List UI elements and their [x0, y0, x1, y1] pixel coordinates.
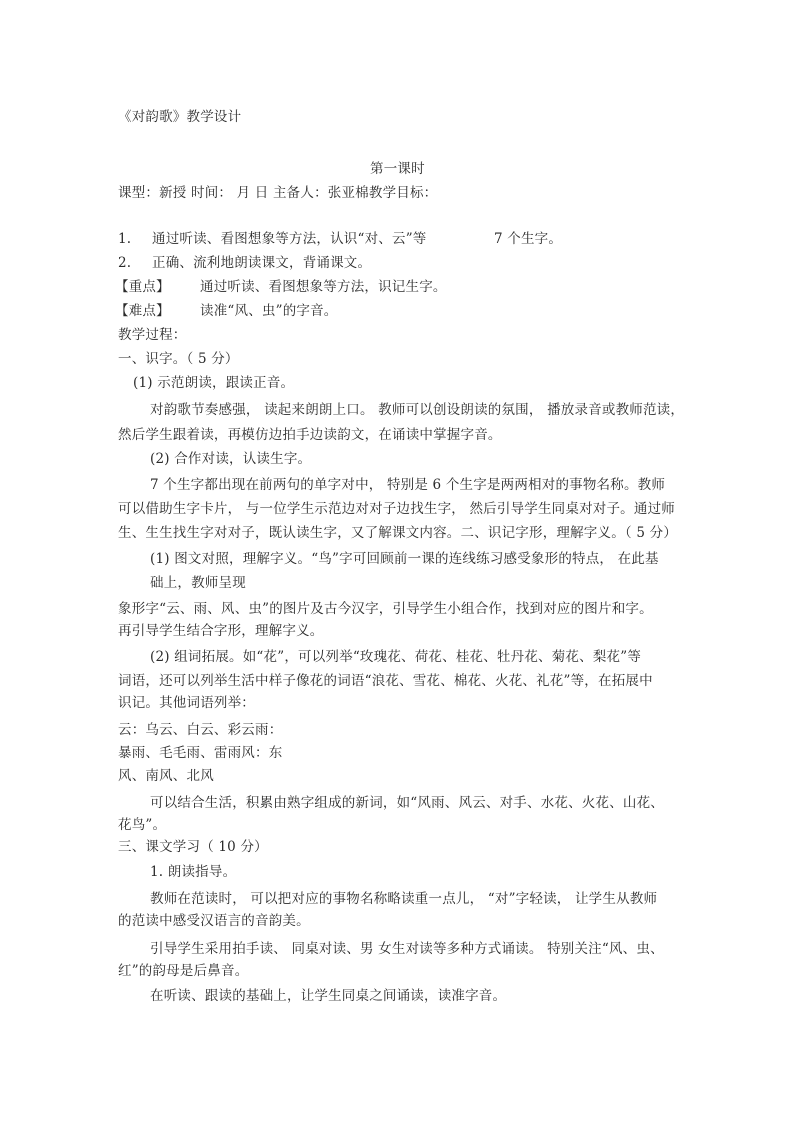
section-1-item-1: (1) 示范朗读，跟读正音。 [133, 375, 295, 391]
section-1-paragraph-1-line-2: 然后学生跟着读，再模仿边拍手边读韵文，在诵读中掌握字音。 [118, 427, 502, 443]
word-list-line-1: 云：乌云、白云、彩云雨： [118, 722, 283, 738]
section-1-heading: 一、识字。（ 5 分） [118, 351, 239, 367]
word-list-line-2: 暴雨、毛毛雨、雷雨风：东 [118, 745, 283, 761]
section-3-paragraph-2-line-2: 红”的韵母是后鼻音。 [118, 963, 249, 979]
section-3-item-1: 1. 朗读指导。 [150, 864, 237, 880]
section-1-item-2: (2) 合作对读，认读生字。 [150, 451, 312, 467]
section-2-item-2-line-2: 词语，还可以列举生活中样子像花的词语“浪花、雪花、棉花、火花、礼花”等，在拓展中 [118, 673, 653, 689]
section-1-paragraph-2-line-3: 生、生生找生字对对子，既认读生字，又了解课文内容。二、识记字形，理解字义。（ 5 分） [118, 525, 678, 541]
section-2-item-2-line-1: (2) 组词拓展。如“花”，可以列举“玫瑰花、荷花、桂花、牡丹花、菊花、梨花”等 [150, 649, 642, 665]
goal-2-text: 正确、流利地朗读课文，背诵课文。 [152, 255, 372, 271]
section-2-paragraph-2-line-1: 可以结合生活，积累由熟字组成的新词，如“风雨、风云、对手、水花、火花、山花、 [150, 795, 665, 811]
meta-line: 课型：新授 时间： 月 日 主备人：张亚棉教学目标： [118, 185, 438, 201]
section-2-paragraph-1-line-2: 再引导学生结合字形，理解字义。 [118, 623, 324, 639]
word-list-line-3: 风、南风、北风 [118, 768, 214, 784]
section-3-heading: 三、课文学习（ 10 分） [118, 839, 268, 855]
section-1-paragraph-2-line-2: 可以借助生字卡片， 与一位学生示范边对对子边找生字， 然后引导学生同桌对对子。通过师 [118, 501, 675, 517]
section-2-paragraph-1-line-1: 象形字“云、雨、风、虫”的图片及古今汉字，引导学生小组合作，找到对应的图片和字。 [118, 601, 653, 617]
key-point-label: 【重点】 [115, 279, 170, 295]
process-label: 教学过程： [118, 327, 187, 343]
section-2-paragraph-2-line-2: 花鸟”。 [118, 817, 167, 833]
section-1-paragraph-1-line-1: 对韵歌节奏感强， 读起来朗朗上口。 教师可以创设朗读的氛围， 播放录音或教师范读， [150, 402, 685, 418]
goal-1-count: 7 个生字。 [494, 231, 563, 247]
key-point-text: 通过听读、看图想象等方法，识记生字。 [200, 279, 447, 295]
difficulty-label: 【难点】 [115, 303, 170, 319]
section-3-paragraph-1-line-2: 的范读中感受汉语言的音韵美。 [118, 913, 310, 929]
section-3-paragraph-1-line-1: 教师在范读时， 可以把对应的事物名称略读重一点儿， “对”字轻读， 让学生从教师 [150, 891, 658, 907]
goal-1-number: 1. [118, 231, 132, 247]
section-3-paragraph-2-line-1: 引导学生采用拍手读、 同桌对读、男 女生对读等多种方式诵读。 特别关注“风、虫、 [150, 941, 664, 957]
goal-2-number: 2. [118, 255, 132, 271]
difficulty-text: 读准“风、虫”的字音。 [200, 303, 338, 319]
lesson-heading: 第一课时 [370, 161, 425, 177]
section-1-paragraph-2-line-1: 7 个生字都出现在前两句的单字对中， 特别是 6 个生字是两两相对的事物名称。教师 [150, 477, 666, 493]
section-2-item-1-line-1: (1) 图文对照，理解字义。“鸟”字可回顾前一课的连线练习感受象形的特点， 在此基 [150, 551, 659, 567]
goal-1-text: 通过听读、看图想象等方法，认识“对、云”等 [152, 231, 427, 247]
section-2-item-2-line-3: 识记。其他词语列举： [118, 695, 255, 711]
section-2-item-1-line-2: 础上，教师呈现 [150, 575, 246, 591]
section-3-paragraph-3-line-1: 在听读、跟读的基础上，让学生同桌之间诵读，读准字音。 [150, 988, 507, 1004]
doc-title: 《对韵歌》教学设计 [118, 109, 242, 125]
